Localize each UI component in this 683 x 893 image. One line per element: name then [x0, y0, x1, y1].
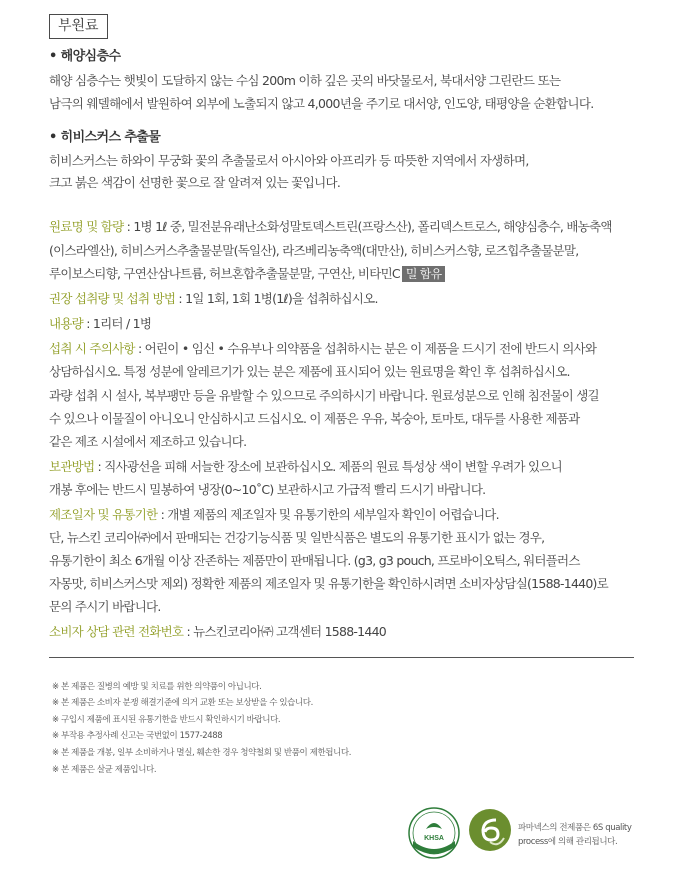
caution-label: 섭취 시 주의사항 [49, 341, 135, 356]
storage-line: 개봉 후에는 반드시 밀봉하여 냉장(0~10˚C) 보관하시고 가급적 빨리 드시기 바랍니다. [49, 482, 486, 497]
expiry-line: 자몽맛, 히비스커스맛 제외) 정확한 제품의 제조일자 및 유통기한을 확인하시려면 소비자상담실(1588-1440)로 [49, 576, 608, 591]
note-item: ※ 본 제품은 질병의 예방 및 치료를 위한 의약품이 아닙니다. [52, 682, 262, 692]
caution-line: 같은 제조 시설에서 제조하고 있습니다. [49, 434, 247, 449]
ingredient-heading-deep-sea-water: • 해양심층수 [49, 49, 121, 64]
quality-process-text: process에 의해 관리됩니다. [518, 837, 618, 847]
expiry-line: 문의 주시기 바랍니다. [49, 599, 161, 614]
khsa-logo-text: KHSA [424, 835, 444, 842]
caution-line [49, 339, 596, 357]
ingredients-line [49, 264, 445, 282]
storage-text: : 직사광선을 피해 서늘한 장소에 보관하십시오. 제품의 원료 특성상 색이 변할 우려가 있으니 [94, 459, 562, 474]
deep-sea-water-text-line: 해양 심층수는 햇빛이 도달하지 않는 수심 200m 이하 깊은 곳의 바닷물로서, 북대서양 그린란드 또는 [49, 73, 561, 88]
6s-quality-logo [468, 808, 512, 852]
expiry-line [49, 505, 499, 523]
contact-label: 소비자 상담 관련 전화번호 [49, 624, 184, 639]
ingredients-text: : 1병 1ℓ 중, 밀전분유래난소화성말토덱스트린(프랑스산), 폴리덱스트로스, 해양심층수, 배농축액 [123, 219, 612, 234]
contact-text: : 뉴스킨코리아㈜ 고객센터 1588-1440 [183, 624, 386, 639]
expiry-text: : 개별 제품의 제조일자 및 유통기한의 세부일자 확인이 어렵습니다. [157, 507, 499, 522]
hibiscus-text-line: 크고 붉은 색감이 선명한 꽃으로 잘 알려져 있는 꽃입니다. [49, 175, 341, 190]
intake-label: 권장 섭취량 및 섭취 방법 [49, 291, 176, 306]
caution-line: 과량 섭취 시 설사, 복부팽만 등을 유발할 수 있으므로 주의하시기 바랍니다. 원료성분으로 인해 침전물이 생길 [49, 388, 599, 403]
ingredients-line: (이스라엘산), 히비스커스추출물분말(독일산), 라즈베리농축액(대만산), 히비스커스향, 로즈힙추출물분말, [49, 243, 579, 258]
note-item: ※ 본 제품은 소비자 분쟁 해결기준에 의거 교환 또는 보상받을 수 있습니다. [52, 698, 313, 708]
note-item: ※ 부작용 추정사례 신고는 국번없이 1577-2488 [52, 731, 223, 741]
caution-line: 상담하십시오. 특정 성분에 알레르기가 있는 분은 제품에 표시되어 있는 원료명을 확인 후 섭취하십시오. [49, 364, 570, 379]
intake-line [49, 289, 378, 307]
hibiscus-text-line: 히비스커스는 하와이 무궁화 꽃의 추출물로서 아시아와 아프리카 등 따뜻한 지역에서 자생하며, [49, 153, 529, 168]
caution-text: : 어린이 • 임신 • 수유부나 의약품을 섭취하시는 분은 이 제품을 드시기 전에 반드시 의사와 [134, 341, 597, 356]
expiry-label: 제조일자 및 유통기한 [49, 507, 158, 522]
volume-line [49, 314, 151, 332]
storage-label: 보관방법 [49, 459, 95, 474]
note-item: ※ 구입시 제품에 표시된 유통기한을 반드시 확인하시기 바랍니다. [52, 715, 281, 725]
volume-label: 내용량 [49, 316, 83, 331]
ingredients-text: 루이보스티향, 구연산삼나트륨, 허브혼합추출물분말, 구연산, 비타민C [49, 266, 400, 281]
intake-text: : 1일 1회, 1회 1병(1ℓ)을 섭취하십시오. [175, 291, 378, 306]
contact-line [49, 622, 386, 640]
volume-text: : 1리터 / 1병 [82, 316, 152, 331]
expiry-line: 유통기한이 최소 6개월 이상 잔존하는 제품만이 판매됩니다. (g3, g3 pouch, 프로바이오틱스, 워터플러스 [49, 553, 580, 568]
storage-line [49, 457, 562, 475]
expiry-line: 단, 뉴스킨 코리아㈜에서 판매되는 건강기능식품 및 일반식품은 별도의 유통기한 표시가 없는 경우, [49, 530, 545, 545]
note-item: ※ 본 제품은 살균 제품입니다. [52, 765, 157, 775]
khsa-certification-logo [408, 807, 460, 859]
ingredients-line [49, 217, 612, 235]
ingredient-heading-hibiscus: • 히비스커스 추출물 [49, 130, 161, 145]
divider [49, 657, 634, 658]
caution-line: 수 있으나 이물질이 아니오니 안심하시고 드십시오. 이 제품은 우유, 복숭아, 토마토, 대두를 사용한 제품과 [49, 411, 580, 426]
section-title-box: 부원료 [49, 14, 108, 39]
note-item: ※ 본 제품을 개봉, 일부 소비하거나 멸실, 훼손한 경우 청약철회 및 반품이 제한됩니다. [52, 748, 352, 758]
deep-sea-water-text-line: 남극의 웨델해에서 발원하여 외부에 노출되지 않고 4,000년을 주기로 대서양, 인도양, 태평양을 순환합니다. [49, 96, 594, 111]
ingredients-label: 원료명 및 함량 [49, 219, 124, 234]
quality-process-text: 파마넥스의 전제품은 6S quality [518, 823, 632, 833]
allergen-badge: 밀 함유 [402, 266, 446, 282]
